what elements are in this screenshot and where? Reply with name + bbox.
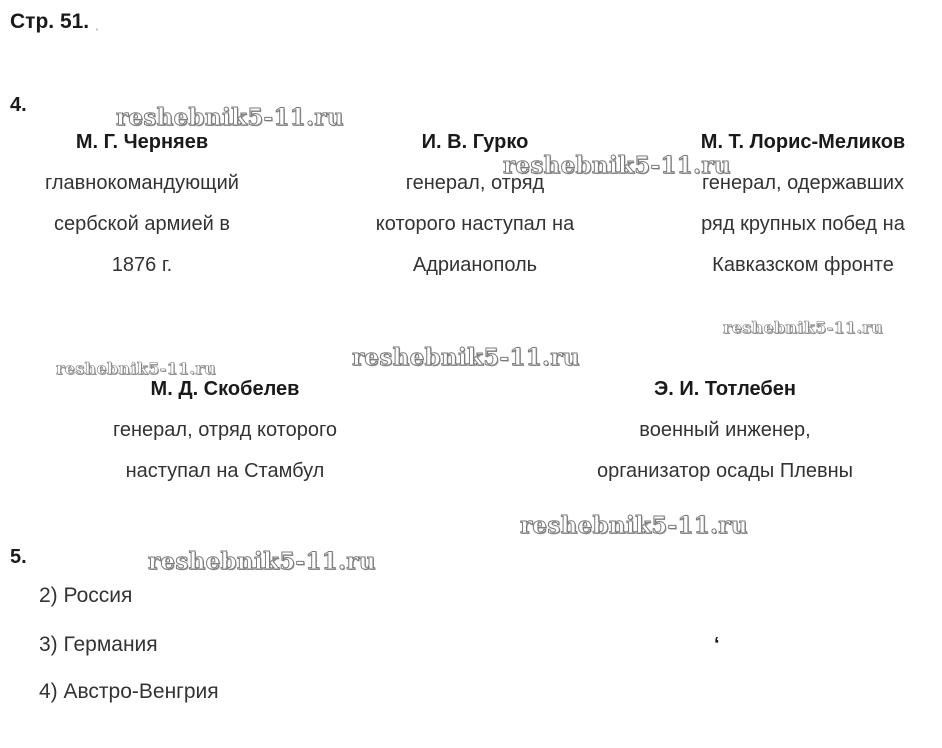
person-description-line: военный инженер, <box>639 419 811 441</box>
person-description-line: ряд крупных побед на <box>701 213 905 235</box>
stray-mark: ˌ <box>94 17 99 31</box>
person-card-chernyaev <box>12 122 272 286</box>
watermark: reshebnik5-11.ru <box>520 512 748 539</box>
person-description-line: наступал на Стамбул <box>125 460 325 482</box>
person-description-line: генерал, отряд <box>405 172 545 194</box>
person-card-gurko <box>335 122 615 286</box>
person-name: М. Т. Лорис-Меликов <box>700 131 906 153</box>
person-description-line: сербской армией в <box>54 213 230 235</box>
person-description-line: Кавказском фронте <box>712 254 894 276</box>
person-card-skobelev <box>75 369 375 492</box>
answer-item: 2) Россия <box>39 584 133 607</box>
person-name: И. В. Гурко <box>421 131 529 153</box>
person-description-line: генерал, одержавших <box>701 172 905 194</box>
person-name: М. Г. Черняев <box>75 131 209 153</box>
page-title <box>10 10 99 34</box>
answer-item: 3) Германия <box>39 633 158 656</box>
person-description-line: главнокомандующий <box>45 172 239 194</box>
watermark: reshebnik5-11.ru <box>503 152 731 179</box>
watermark: reshebnik5-11.ru <box>56 359 216 378</box>
task-5-number: 5. <box>10 546 27 568</box>
person-name: М. Д. Скобелев <box>150 378 300 400</box>
page-label: Стр. 51. <box>10 10 90 33</box>
person-card-loris-melikov <box>668 122 938 286</box>
watermark: reshebnik5-11.ru <box>148 548 376 575</box>
stray-mark: ‘ <box>714 634 720 656</box>
answer-item: 4) Австро-Венгрия <box>39 680 219 703</box>
person-description-line: организатор осады Плевны <box>596 460 854 482</box>
task-4-number: 4. <box>10 94 27 116</box>
person-description-line: 1876 г. <box>111 254 173 276</box>
person-description-line: Адрианополь <box>412 254 538 276</box>
watermark: reshebnik5-11.ru <box>116 104 344 131</box>
person-description-line: генерал, отряд которого <box>113 419 337 441</box>
person-name: Э. И. Тотлебен <box>654 378 796 400</box>
person-card-totleben <box>560 369 890 492</box>
watermark: reshebnik5-11.ru <box>352 344 580 371</box>
person-description-line: которого наступал на <box>375 213 575 235</box>
watermark: reshebnik5-11.ru <box>723 318 883 337</box>
